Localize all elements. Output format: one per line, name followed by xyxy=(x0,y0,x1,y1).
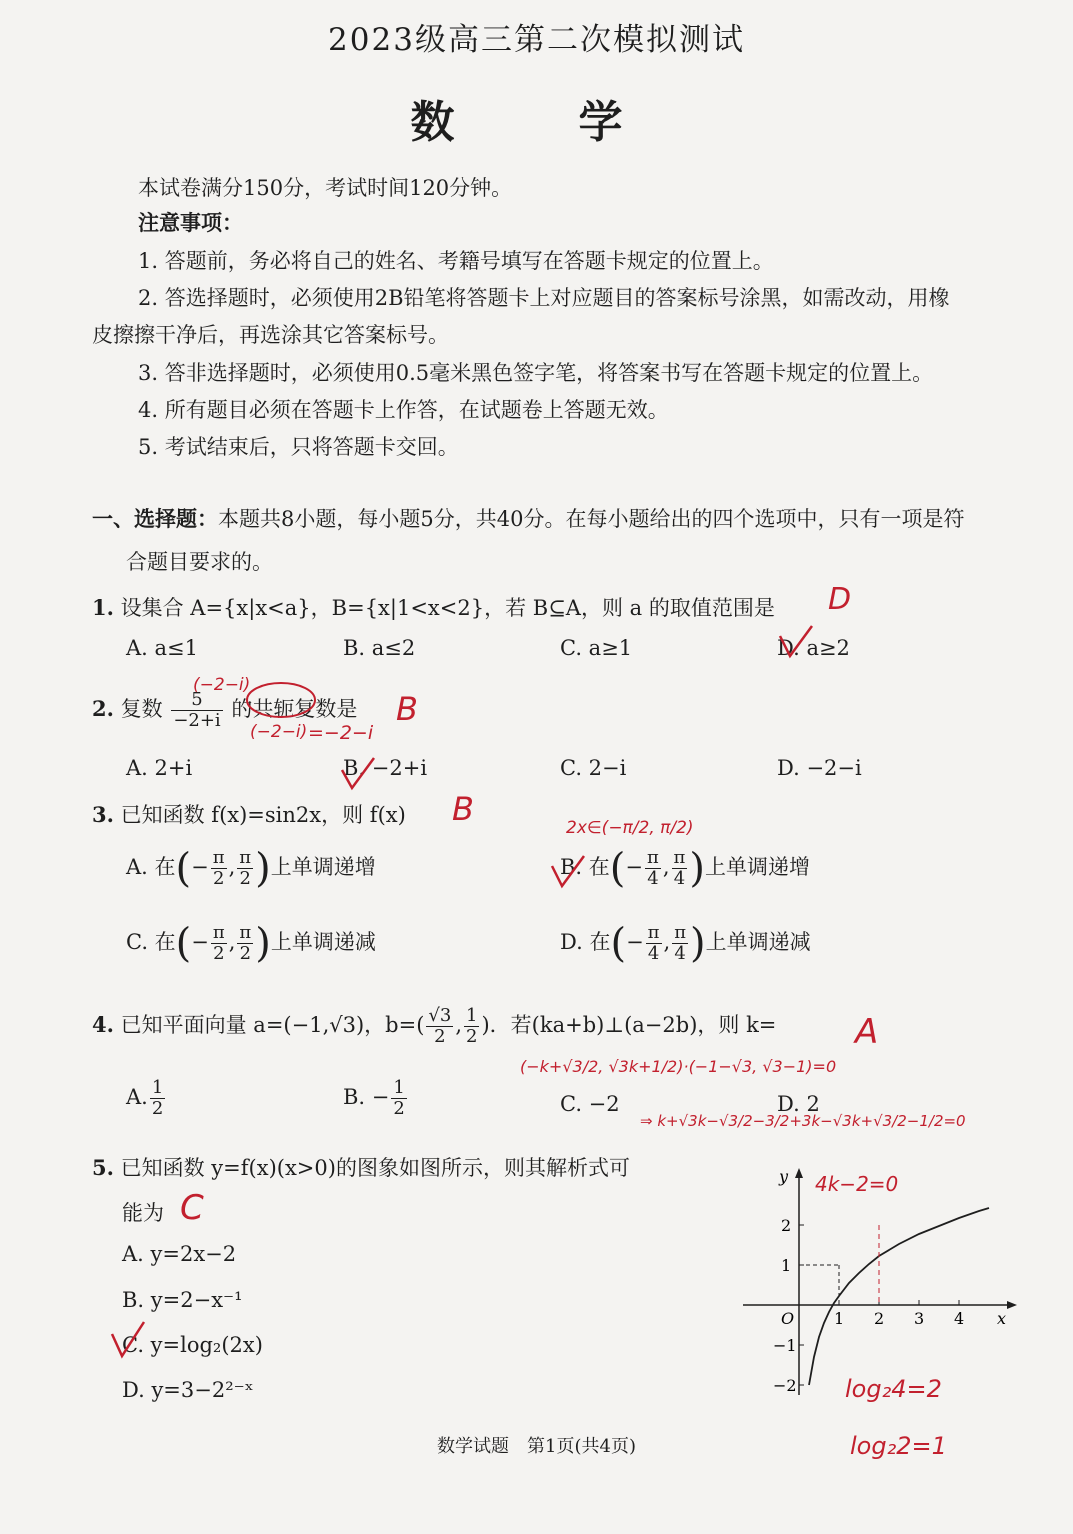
hw-q2-check xyxy=(338,752,378,792)
q3-d-den1: 4 xyxy=(647,943,660,964)
x-tick-4: 4 xyxy=(954,1309,965,1328)
q5-stem-1: 已知函数 y=f(x)(x>0)的图象如图所示，则其解析式可 xyxy=(120,1156,630,1180)
q4-option-b xyxy=(343,1078,409,1119)
q3-option-c xyxy=(126,920,376,967)
q5-stem-2: 能为 xyxy=(122,1201,164,1225)
q3-d-rparen: ) xyxy=(690,920,706,967)
q3-a-comma: , xyxy=(228,855,236,879)
q4-b-den: 2 xyxy=(393,1098,405,1119)
question-5 xyxy=(92,1152,630,1182)
section-label: 一、选择题： xyxy=(92,506,218,531)
x-tick-3: 3 xyxy=(914,1309,925,1328)
q4-frac-b1-num: √3 xyxy=(428,1005,452,1026)
hw-q1-answer: D xyxy=(828,582,852,617)
origin-label: O xyxy=(781,1309,795,1328)
q1-option-d: D. a≥2 xyxy=(777,636,850,660)
q4-frac-b2-num: 1 xyxy=(466,1005,478,1026)
q4-a-frac xyxy=(150,1078,165,1119)
q3-d-den2: 4 xyxy=(674,943,686,964)
q3-a-rparen: ) xyxy=(255,845,271,892)
q3-b-neg: − xyxy=(625,855,644,879)
x-tick-2: 2 xyxy=(874,1309,885,1328)
note-5: 5. 考试结束后，只将答题卡交回。 xyxy=(138,435,459,459)
q3-option-a xyxy=(126,845,376,892)
y-tick-neg1: −1 xyxy=(773,1336,797,1355)
hw-q5-work-2: log₂2=1 xyxy=(850,1432,947,1460)
hw-q5-work-1: log₂4=2 xyxy=(845,1375,942,1403)
note-2a: 2. 答选择题时，必须使用2B铅笔将答题卡上对应题目的答案标号涂黑，如需改动，用橡 xyxy=(138,286,950,310)
q3-b-prefix: B. 在 xyxy=(560,855,610,879)
q3-a-pi2: π xyxy=(239,847,252,868)
q3-c-prefix: C. 在 xyxy=(126,930,176,954)
q3-a-frac2 xyxy=(237,848,253,889)
q3-c-pi2: π xyxy=(239,922,252,943)
hw-q2-circle xyxy=(244,680,318,720)
note-4: 4. 所有题目必须在答题卡上作答，在试题卷上答题无效。 xyxy=(138,398,669,422)
q4-option-d: D. 2 xyxy=(777,1092,820,1116)
q3-option-b xyxy=(560,845,810,892)
q3-a-frac1 xyxy=(211,848,227,889)
function-curve xyxy=(809,1208,989,1385)
hw-q2-work-eq: =−2−i xyxy=(308,722,374,744)
q3-b-pi2: π xyxy=(673,847,686,868)
hw-q4-work-2: ⇒ k+√3k−√3/2−3/2+3k−√3k+√3/2−1/2=0 xyxy=(640,1112,966,1130)
q1-option-b: B. a≤2 xyxy=(343,636,416,660)
q3-c-pi1: π xyxy=(212,922,225,943)
q3-b-text: 上单调递增 xyxy=(705,855,810,879)
q4-a-label: A. xyxy=(126,1085,148,1109)
q3-c-frac1 xyxy=(211,923,227,964)
q3-d-pi1: π xyxy=(647,922,660,943)
y-axis-label: y xyxy=(779,1167,789,1186)
q2-stem-post: 的共轭复数是 xyxy=(231,697,358,721)
q3-b-comma: , xyxy=(662,855,670,879)
hw-q5-check xyxy=(108,1318,148,1362)
x-tick-1: 1 xyxy=(834,1309,845,1328)
hw-q3-work: 2x∈(−π/2, π/2) xyxy=(566,818,694,838)
q5-number: 5. xyxy=(92,1155,114,1180)
q3-b-den2: 4 xyxy=(673,868,686,889)
q4-a-den: 2 xyxy=(151,1098,164,1119)
question-3 xyxy=(92,799,406,829)
hw-q2-work-num: (−2−i) xyxy=(193,675,251,695)
q3-d-prefix: D. 在 xyxy=(560,930,611,954)
hw-q3-answer: B xyxy=(452,790,474,828)
q5-function-graph xyxy=(735,1160,1025,1400)
q3-b-pi1: π xyxy=(647,847,659,868)
q2-frac-num: 5 xyxy=(171,690,222,711)
question-1 xyxy=(92,592,775,622)
q4-frac-b2-den: 2 xyxy=(466,1026,478,1047)
q2-option-a: A. 2+i xyxy=(126,756,193,780)
q3-a-text: 上单调递增 xyxy=(270,855,376,879)
q3-d-neg: − xyxy=(626,930,644,954)
x-axis-arrow xyxy=(1007,1301,1017,1309)
intro-text: 本试卷满分150分，考试时间120分钟。 xyxy=(138,176,513,200)
subject-title: 数 学 xyxy=(410,97,663,148)
q3-option-d xyxy=(560,920,811,967)
q5-option-a: A. y=2x−2 xyxy=(122,1242,237,1266)
q3-a-lparen: ( xyxy=(175,845,192,892)
q4-frac-b1 xyxy=(426,1006,453,1047)
q4-b-frac xyxy=(391,1078,406,1119)
q1-stem: 设集合 A={x|x<a}，B={x|1<x<2}，若 B⊆A，则 a 的取值范围是 xyxy=(120,596,775,620)
q3-stem: 已知函数 f(x)=sin2x，则 f(x) xyxy=(120,803,406,827)
q5-option-d: D. y=3−2²⁻ˣ xyxy=(122,1378,254,1402)
q3-c-text: 上单调递减 xyxy=(270,930,376,954)
q3-b-den1: 4 xyxy=(647,868,659,889)
hw-q2-answer: B xyxy=(396,690,418,728)
q4-option-a xyxy=(126,1078,167,1119)
q4-b-label: B. − xyxy=(343,1085,390,1109)
q2-option-b: B. −2+i xyxy=(343,756,428,780)
q3-b-rparen: ) xyxy=(689,845,705,892)
q3-d-text: 上单调递减 xyxy=(705,930,811,954)
page-footer: 数学试题 第1页(共4页) xyxy=(437,1436,636,1457)
q3-a-neg: − xyxy=(191,855,209,879)
q3-number: 3. xyxy=(92,802,114,827)
q4-option-c: C. −2 xyxy=(560,1092,620,1116)
q4-a-num: 1 xyxy=(151,1077,164,1098)
q2-fraction xyxy=(171,690,222,731)
hw-q4-work-1: (−k+√3/2, √3k+1/2)·(−1−√3, √3−1)=0 xyxy=(520,1057,837,1076)
hw-q2-work-den: (−2−i) xyxy=(250,722,308,742)
notes-heading: 注意事项： xyxy=(138,210,243,235)
q1-option-a: A. a≤1 xyxy=(126,636,198,660)
q3-d-lparen: ( xyxy=(610,920,627,967)
hw-q4-answer: A xyxy=(855,1012,879,1052)
question-4: 4. 已知平面向量 a=(−1,√3)，b=( $\frac{√3}{2}$ , $\frac{1}{2}$ )．若(ka+b)⊥(a−2b)，则 k= xyxy=(92,1005,777,1047)
x-ticks xyxy=(834,1300,964,1328)
q3-a-prefix: A. 在 xyxy=(126,855,176,879)
q3-b-frac2 xyxy=(672,848,688,889)
q2-frac-den: −2+i xyxy=(173,710,221,731)
q5-option-c: C. y=log₂(2x) xyxy=(122,1333,263,1357)
q3-d-pi2: π xyxy=(674,922,687,943)
q1-number: 1. xyxy=(92,595,114,620)
hw-q1-check xyxy=(776,622,816,662)
q1-option-c: C. a≥1 xyxy=(560,636,633,660)
q5-option-b: B. y=2−x⁻¹ xyxy=(122,1288,243,1312)
q3-c-frac2 xyxy=(237,923,253,964)
q3-c-den1: 2 xyxy=(213,943,225,964)
q2-stem-pre: 复数 xyxy=(120,697,163,721)
q3-d-comma: , xyxy=(663,930,671,954)
q2-option-c: C. 2−i xyxy=(560,756,627,780)
q3-c-neg: − xyxy=(191,930,209,954)
note-1: 1. 答题前，务必将自己的姓名、考籍号填写在答题卡规定的位置上。 xyxy=(138,249,774,273)
hw-q4-work-3: 4k−2=0 xyxy=(815,1172,899,1196)
section-desc-1: 本题共8小题，每小题5分，共40分。在每小题给出的四个选项中，只有一项是符 xyxy=(218,507,965,531)
note-2b: 皮擦擦干净后，再选涂其它答案标号。 xyxy=(92,323,449,347)
hw-q5-answer: C xyxy=(180,1188,204,1228)
y-tick-neg2: −2 xyxy=(773,1376,797,1395)
q3-b-lparen: ( xyxy=(609,845,626,892)
q3-b-frac1 xyxy=(645,848,661,889)
y-tick-2: 2 xyxy=(781,1216,792,1235)
q2-number: 2. xyxy=(92,696,114,721)
q3-c-comma: , xyxy=(228,930,236,954)
q3-c-rparen: ) xyxy=(255,920,271,967)
q3-c-den2: 2 xyxy=(239,943,252,964)
q4-stem-pre: 已知平面向量 a=(−1,√3)，b=( xyxy=(120,1013,425,1037)
section-heading xyxy=(92,503,964,533)
q3-a-den2: 2 xyxy=(239,868,251,889)
q2-option-d: D. −2−i xyxy=(777,756,862,780)
q4-stem-post: )．若(ka+b)⊥(a−2b)，则 k= xyxy=(481,1013,777,1037)
q4-b-num: 1 xyxy=(393,1077,405,1098)
y-axis-arrow xyxy=(795,1168,803,1178)
q3-d-frac1 xyxy=(646,923,662,964)
q3-d-frac2 xyxy=(672,923,688,964)
q4-frac-b1-den: 2 xyxy=(434,1026,446,1047)
q3-a-den1: 2 xyxy=(212,868,225,889)
hw-q3-check xyxy=(548,852,588,892)
q3-c-lparen: ( xyxy=(175,920,192,967)
x-axis-label: x xyxy=(997,1309,1007,1328)
q3-a-pi1: π xyxy=(212,847,225,868)
q4-number: 4. xyxy=(92,1012,114,1037)
y-tick-1: 1 xyxy=(781,1256,792,1275)
exam-title: 2023级高三第二次模拟测试 xyxy=(328,22,745,58)
q4-frac-b2 xyxy=(464,1006,479,1047)
note-3: 3. 答非选择题时，必须使用0.5毫米黑色签字笔，将答案书写在答题卡规定的位置上。 xyxy=(138,361,934,385)
section-desc-2: 合题目要求的。 xyxy=(126,550,273,574)
